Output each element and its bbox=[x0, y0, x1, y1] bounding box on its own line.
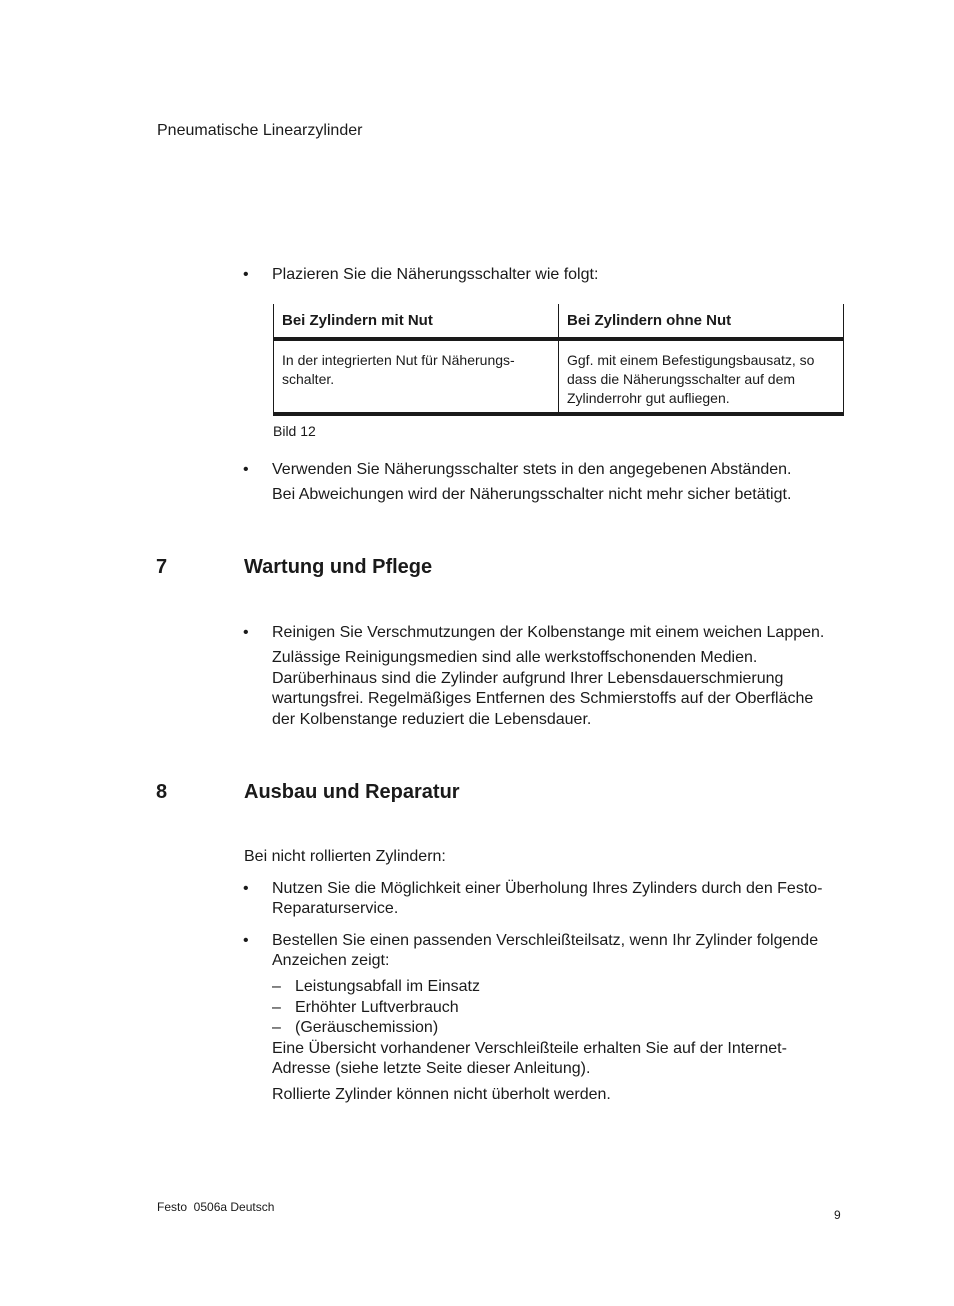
table-row bbox=[274, 339, 844, 414]
cell-line: Ggf. mit einem Befestigungsbausatz, so bbox=[567, 352, 815, 368]
paragraph-line: der Kolbenstange reduziert die Lebensdauer. bbox=[272, 710, 592, 728]
paragraph-line: Darüberhinaus sind die Zylinder aufgrund Ihrer Lebensdauerschmierung bbox=[272, 669, 784, 687]
intro-text: Bei nicht rollierten Zylindern: bbox=[244, 848, 446, 865]
sub-list-item bbox=[272, 1018, 438, 1038]
dash-icon: – bbox=[272, 999, 281, 1016]
cell-line: Zylinderrohr gut aufliegen. bbox=[567, 390, 730, 406]
list-item-text: Reinigen Sie Verschmutzungen der Kolbenstange mit einem weichen Lappen. bbox=[272, 624, 825, 641]
section-title: Wartung und Pflege bbox=[244, 556, 433, 578]
note-text: Bei Abweichungen wird der Näherungsschalter nicht mehr sicher betätigt. bbox=[272, 486, 792, 503]
section-title: Ausbau und Reparatur bbox=[244, 781, 460, 803]
paragraph-line: Rollierte Zylinder können nicht überholt werden. bbox=[272, 1086, 611, 1103]
page-number: 9 bbox=[834, 1208, 841, 1222]
sub-list-item bbox=[272, 998, 459, 1018]
list-item-continuation: Reparaturservice. bbox=[272, 900, 399, 917]
list-item-text: Bestellen Sie einen passenden Verschleißteilsatz, wenn Ihr Zylinder folgende bbox=[272, 932, 819, 949]
bullet-icon: • bbox=[243, 624, 249, 641]
bullet-icon: • bbox=[243, 932, 249, 949]
paragraph-line: Adresse (siehe letzte Seite dieser Anleitung). bbox=[272, 1060, 591, 1077]
cell-line: In der integrierten Nut für Näherungs- bbox=[282, 352, 515, 368]
bullet-icon: • bbox=[243, 266, 249, 283]
sub-list-text: Erhöhter Luftverbrauch bbox=[295, 999, 459, 1016]
figure-caption: Bild 12 bbox=[273, 423, 316, 439]
list-item-text: Verwenden Sie Näherungsschalter stets in den angegebenen Abständen. bbox=[272, 461, 792, 478]
footer-doc-id: Festo 0506a Deutsch bbox=[157, 1200, 275, 1214]
bullet-icon: • bbox=[243, 461, 249, 478]
table-header-cell: Bei Zylindern mit Nut bbox=[274, 304, 559, 339]
table-header-cell: Bei Zylindern ohne Nut bbox=[559, 304, 844, 339]
cell-line: schalter. bbox=[282, 371, 335, 387]
paragraph-line: wartungsfrei. Regelmäßiges Entfernen des Schmierstoffs auf der Oberfläche bbox=[272, 690, 814, 707]
bullet-icon: • bbox=[243, 880, 249, 897]
section-number: 7 bbox=[156, 556, 168, 578]
paragraph-line: Eine Übersicht vorhandener Verschleißteile erhalten Sie auf der Internet- bbox=[272, 1040, 787, 1057]
dash-icon: – bbox=[272, 1019, 281, 1036]
table-cell bbox=[559, 339, 844, 414]
sub-list-item bbox=[272, 977, 480, 997]
dash-icon: – bbox=[272, 978, 281, 995]
list-item-continuation: Anzeichen zeigt: bbox=[272, 952, 390, 969]
section-number: 8 bbox=[156, 781, 168, 803]
list-item-text: Nutzen Sie die Möglichkeit einer Überholung Ihres Zylinders durch den Festo- bbox=[272, 880, 823, 897]
table-header-row bbox=[274, 304, 844, 339]
list-item-text: Plazieren Sie die Näherungsschalter wie folgt: bbox=[272, 266, 599, 283]
paragraph-line: Zulässige Reinigungsmedien sind alle werkstoffschonenden Medien. bbox=[272, 649, 758, 666]
cell-line: dass die Näherungsschalter auf dem bbox=[567, 371, 796, 387]
sub-list-text: Leistungsabfall im Einsatz bbox=[295, 978, 480, 995]
sub-list-text: (Geräuschemission) bbox=[295, 1019, 439, 1036]
placement-table bbox=[273, 304, 844, 416]
running-header: Pneumatische Linearzylinder bbox=[157, 122, 363, 139]
table-cell bbox=[274, 339, 559, 414]
